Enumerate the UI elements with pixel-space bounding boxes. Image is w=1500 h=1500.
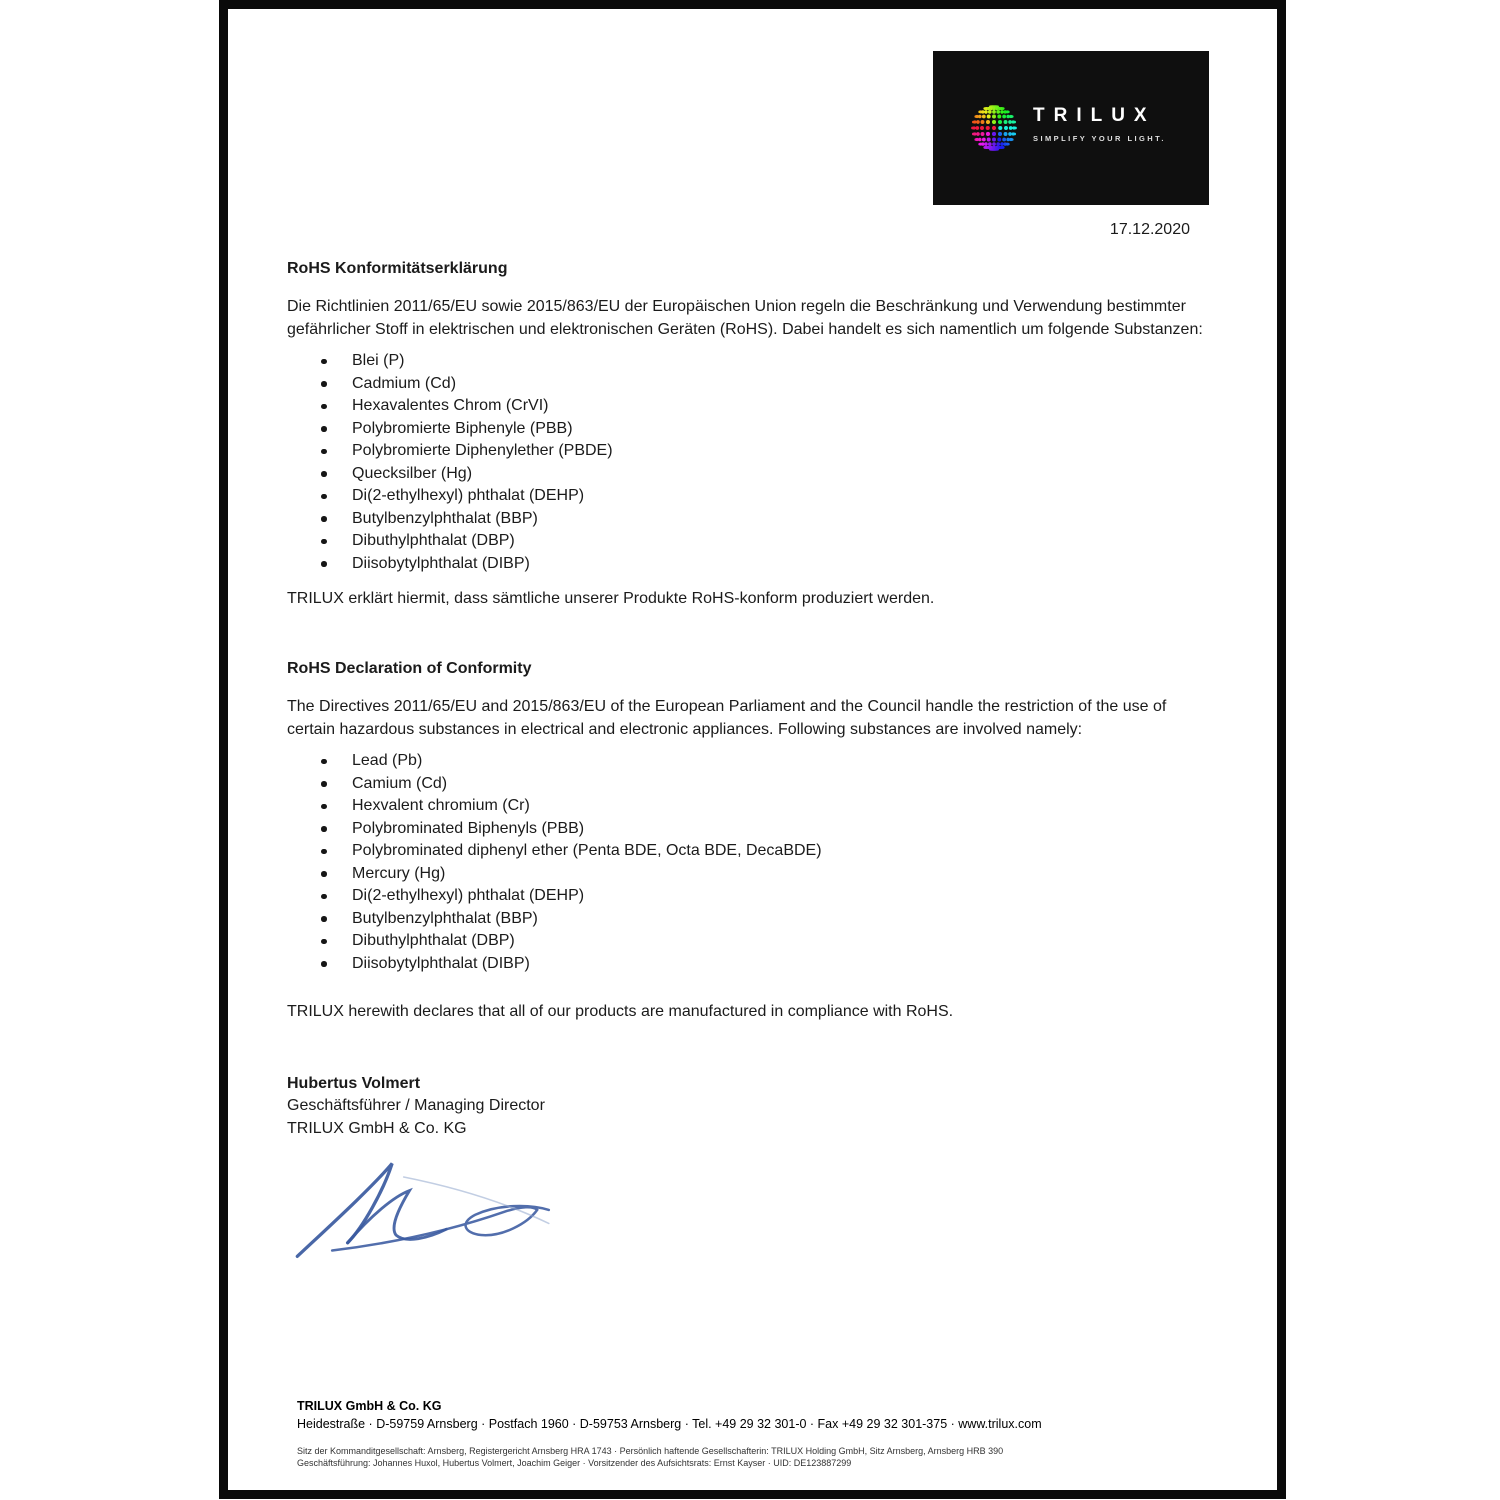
document-date: 17.12.2020 — [1109, 221, 1190, 238]
list-item: Lead (Pb) — [287, 750, 1212, 773]
trilux-wordmark: TRILUX — [1033, 104, 1156, 126]
english-closing-paragraph: TRILUX herewith declares that all of our products are manufactured in compliance with RoHS. — [287, 1003, 954, 1020]
footer-legal-1: Sitz der Kommanditgesellschaft: Arnsberg, Registergericht Arnsberg HRA 1743 · Persönlich haftende Gesellschafterin: TRILUX Holding GmbH, Sitz Arnsberg, Arnsberg HRB 390 — [297, 1446, 1004, 1456]
list-item: Hexavalentes Chrom (CrVI) — [287, 395, 1212, 418]
trilux-logo — [933, 51, 1209, 205]
signatory-block — [287, 1073, 1212, 1141]
page-content — [228, 9, 1277, 1490]
english-intro-paragraph: The Directives 2011/65/EU and 2015/863/EU of the European Parliament and the Council handle the restriction of the use of certain hazardous substances in electrical and electronic appliances. Following substances are involved namely: — [287, 698, 1167, 738]
footer-company: TRILUX GmbH & Co. KG — [297, 1399, 442, 1413]
list-item: Hexvalent chromium (Cr) — [287, 795, 1212, 818]
english-heading: RoHS Declaration of Conformity — [287, 659, 532, 677]
footer-legal-block — [297, 1446, 1217, 1469]
logo-row — [287, 9, 1212, 205]
german-intro-paragraph: Die Richtlinien 2011/65/EU sowie 2015/863/EU der Europäischen Union regeln die Beschränkung und Verwendung bestimmter gefährlicher Stoff in elektrischen und elektronischen Geräten (RoHS). Dabei handelt es sich namentlich um folgende Substanzen: — [287, 298, 1203, 338]
signatory-company: TRILUX GmbH & Co. KG — [287, 1119, 467, 1137]
signature-wrap — [289, 1148, 1212, 1274]
list-item: Dibuthylphthalat (DBP) — [287, 530, 1212, 553]
trilux-globe-icon — [969, 103, 1019, 153]
german-heading: RoHS Konformitätserklärung — [287, 259, 508, 277]
list-item: Butylbenzylphthalat (BBP) — [287, 908, 1212, 931]
list-item: Blei (P) — [287, 350, 1212, 373]
german-closing-paragraph: TRILUX erklärt hiermit, dass sämtliche unserer Produkte RoHS-konform produziert werden. — [287, 590, 935, 607]
list-item: Diisobytylphthalat (DIBP) — [287, 553, 1212, 576]
signatory-name: Hubertus Volmert — [287, 1074, 421, 1092]
english-substance-list — [287, 750, 1212, 975]
trilux-tagline: SIMPLIFY YOUR LIGHT. — [1033, 133, 1166, 143]
list-item: Di(2-ethylhexyl) phthalat (DEHP) — [287, 885, 1212, 908]
list-item: Dibuthylphthalat (DBP) — [287, 930, 1212, 953]
list-item: Di(2-ethylhexyl) phthalat (DEHP) — [287, 485, 1212, 508]
list-item: Polybrominated Biphenyls (PBB) — [287, 818, 1212, 841]
list-item: Polybromierte Biphenyle (PBB) — [287, 418, 1212, 441]
logo-text-block — [1033, 106, 1166, 151]
document-page — [219, 0, 1286, 1499]
list-item: Cadmium (Cd) — [287, 373, 1212, 396]
list-item: Butylbenzylphthalat (BBP) — [287, 508, 1212, 531]
list-item: Polybromierte Diphenylether (PBDE) — [287, 440, 1212, 463]
german-substance-list — [287, 350, 1212, 575]
list-item: Diisobytylphthalat (DIBP) — [287, 953, 1212, 976]
footer-legal-2: Geschäftsführung: Johannes Huxol, Hubertus Volmert, Joachim Geiger · Vorsitzender des Aufsichtsrats: Ernst Kayser · UID: DE123887299 — [297, 1457, 852, 1468]
list-item: Camium (Cd) — [287, 773, 1212, 796]
signatory-title: Geschäftsführer / Managing Director — [287, 1097, 545, 1114]
list-item: Polybrominated diphenyl ether (Penta BDE, Octa BDE, DecaBDE) — [287, 840, 1212, 863]
list-item: Quecksilber (Hg) — [287, 463, 1212, 486]
list-item: Mercury (Hg) — [287, 863, 1212, 886]
signature-image — [289, 1148, 561, 1266]
page-footer — [297, 1397, 1217, 1469]
footer-address: Heidestraße · D-59759 Arnsberg · Postfach 1960 · D-59753 Arnsberg · Tel. +49 29 32 301-0 · Fax +49 29 32 301-375 · www.trilux.com — [297, 1417, 1042, 1431]
